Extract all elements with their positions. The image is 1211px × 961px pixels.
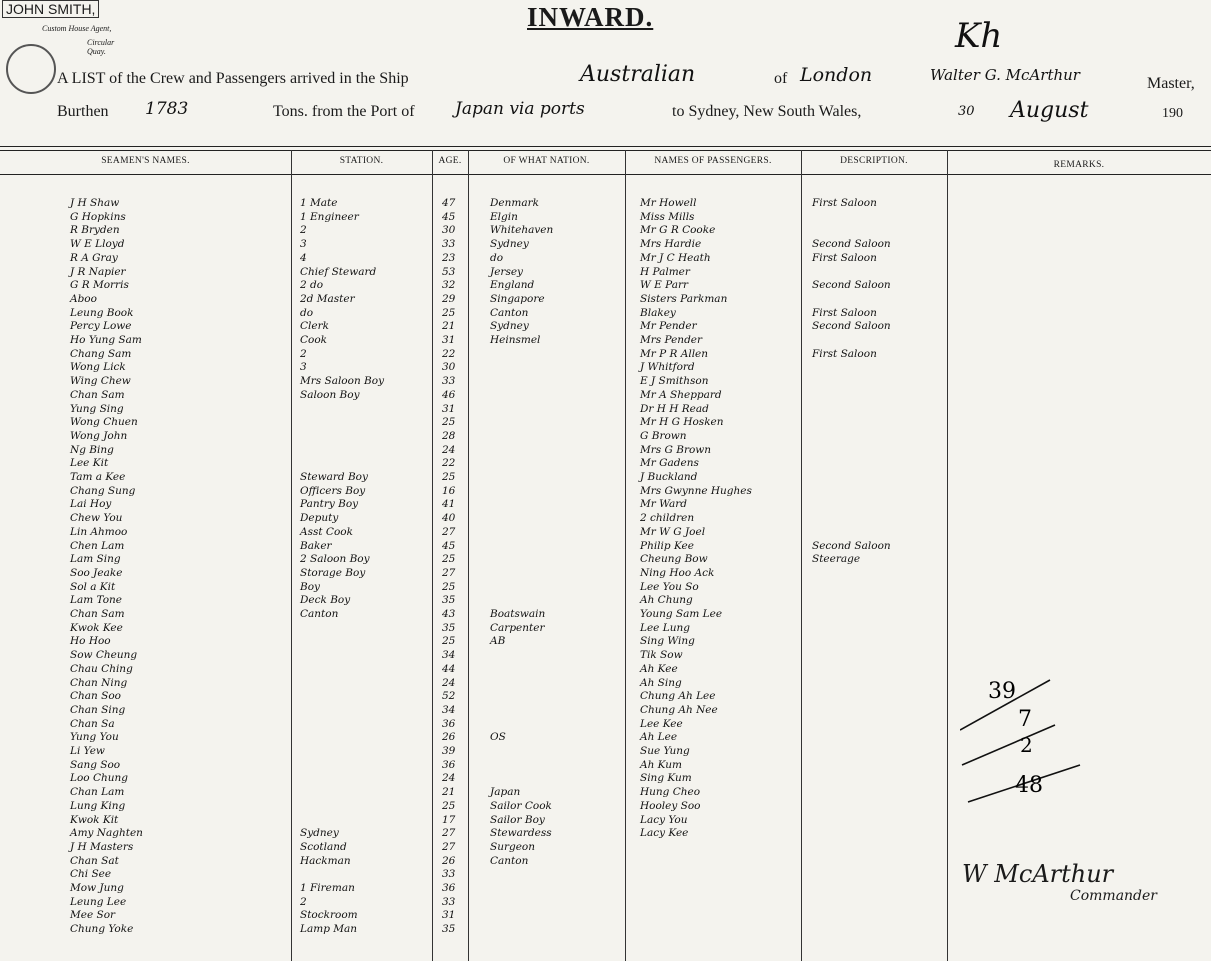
- arrival-day: 30: [958, 104, 975, 119]
- seaman-station: 3: [300, 238, 307, 251]
- seaman-age: 25: [442, 471, 456, 483]
- seaman-name: J H Shaw: [70, 197, 120, 209]
- seaman-age: 34: [442, 703, 456, 716]
- seaman-name: Li Yew: [70, 745, 105, 757]
- seaman-name: Sow Cheung: [70, 649, 138, 662]
- seaman-name: R A Gray: [70, 251, 118, 264]
- from-port: Japan via ports: [455, 99, 585, 119]
- seaman-station: Chief Steward: [300, 265, 377, 278]
- seaman-name: Chan Sam: [70, 388, 125, 401]
- passenger-name: Mrs Gwynne Hughes: [640, 484, 752, 497]
- seaman-station: Cook: [300, 334, 328, 346]
- col-header-station: STATION.: [339, 156, 384, 166]
- seaman-age: 25: [442, 635, 456, 648]
- seaman-nation: Elgin: [490, 210, 518, 223]
- seaman-station: Officers Boy: [300, 484, 366, 497]
- seaman-name: Chan Sa: [70, 717, 115, 730]
- seaman-age: 36: [442, 717, 456, 730]
- passenger-name: Ah Kee: [640, 662, 678, 675]
- seaman-age: 24: [442, 676, 456, 689]
- seaman-station: Clerk: [300, 320, 329, 333]
- seaman-station: 2d Master: [300, 292, 355, 305]
- seaman-nation: Heinsmel: [490, 334, 541, 346]
- seaman-station: Storage Boy: [300, 566, 366, 579]
- col-divider: [432, 150, 433, 961]
- seaman-station: 1 Mate: [300, 197, 338, 209]
- seaman-nation: Sydney: [490, 238, 529, 251]
- seaman-age: 44: [442, 662, 456, 675]
- seaman-nation: Japan: [490, 786, 521, 799]
- passenger-name: Chung Ah Nee: [640, 703, 718, 716]
- seaman-name: Ng Bing: [70, 443, 114, 456]
- seaman-station: Scotland: [300, 840, 347, 853]
- ship-name: Australian: [580, 62, 696, 87]
- passenger-name: Chung Ah Lee: [640, 690, 716, 703]
- seaman-station: Deputy: [300, 512, 339, 525]
- arrival-year: 190: [1162, 106, 1183, 121]
- seaman-nation: Whitehaven: [490, 224, 554, 237]
- seaman-name: Wong Lick: [70, 361, 126, 374]
- seaman-age: 25: [442, 580, 456, 593]
- passenger-name: Mr W G Joel: [640, 525, 706, 538]
- seaman-name: Tam a Kee: [70, 471, 126, 483]
- seaman-station: Saloon Boy: [300, 388, 360, 401]
- seaman-station: 2 do: [300, 279, 324, 292]
- passenger-name: Mrs G Brown: [640, 443, 712, 456]
- agent-title: Custom House Agent,: [42, 24, 112, 33]
- seaman-station: 2: [300, 347, 307, 360]
- initials: Kh: [955, 16, 1003, 56]
- seaman-age: 30: [442, 361, 456, 374]
- col-divider: [947, 150, 948, 961]
- seaman-age: 25: [442, 799, 456, 812]
- passenger-name: Philip Kee: [640, 539, 694, 552]
- seaman-nation: Denmark: [490, 197, 539, 209]
- seaman-name: Wong John: [70, 429, 128, 442]
- seaman-nation: Singapore: [490, 292, 545, 305]
- seaman-age: 30: [442, 224, 456, 237]
- seaman-name: Wing Chew: [70, 375, 131, 388]
- seaman-age: 21: [442, 786, 456, 799]
- seaman-age: 22: [442, 347, 456, 360]
- seaman-station: Baker: [300, 539, 332, 552]
- seaman-name: Chan Sing: [70, 703, 126, 716]
- passenger-name: Hung Cheo: [640, 786, 701, 799]
- tonnage: 1783: [145, 99, 189, 119]
- seaman-name: J R Napier: [70, 265, 126, 278]
- seaman-name: Lam Tone: [70, 594, 123, 607]
- seaman-age: 47: [442, 197, 456, 209]
- passenger-description: First Saloon: [812, 251, 877, 264]
- passenger-name: Blakey: [640, 306, 676, 319]
- seaman-age: 39: [442, 745, 456, 757]
- seaman-name: Amy Naghten: [70, 827, 143, 840]
- seaman-station: Hackman: [300, 854, 351, 867]
- seaman-name: J H Masters: [70, 840, 134, 853]
- table-top-rule: [0, 146, 1211, 147]
- agent-name: JOHN SMITH,: [2, 0, 99, 18]
- passenger-name: Mr P R Allen: [640, 347, 709, 360]
- seaman-age: 25: [442, 306, 456, 319]
- seaman-name: Percy Lowe: [70, 320, 132, 333]
- seaman-name: Chan Soo: [70, 690, 121, 703]
- seaman-name: Loo Chung: [70, 772, 128, 785]
- seaman-age: 36: [442, 758, 456, 771]
- seaman-age: 53: [442, 265, 456, 278]
- seaman-name: G R Morris: [70, 279, 129, 292]
- seaman-age: 29: [442, 292, 456, 305]
- header-bottom-rule: [0, 174, 1211, 175]
- passenger-description: Second Saloon: [812, 539, 891, 552]
- seaman-name: Mow Jung: [70, 882, 124, 894]
- seaman-station: Steward Boy: [300, 471, 368, 483]
- passenger-name: 2 children: [640, 512, 695, 525]
- tally-total: 48: [1015, 773, 1043, 798]
- passenger-name: Ah Sing: [640, 676, 682, 689]
- passenger-name: Mr G R Cooke: [640, 224, 716, 237]
- seaman-age: 40: [442, 512, 456, 525]
- seaman-name: Chung Yoke: [70, 923, 134, 936]
- seaman-name: G Hopkins: [70, 210, 126, 223]
- passenger-name: Sing Wing: [640, 635, 695, 648]
- seaman-name: Yung Sing: [70, 402, 124, 415]
- seaman-station: 1 Fireman: [300, 882, 355, 894]
- passenger-name: Ah Lee: [640, 731, 678, 744]
- seaman-age: 41: [442, 498, 456, 511]
- passenger-name: Sisters Parkman: [640, 292, 728, 305]
- commander-title: Commander: [1070, 888, 1157, 904]
- col-divider: [801, 150, 802, 961]
- passenger-name: Mr H G Hosken: [640, 416, 724, 429]
- seaman-nation: do: [490, 251, 504, 264]
- seaman-nation: Surgeon: [490, 840, 535, 853]
- seaman-nation: OS: [490, 731, 506, 744]
- seaman-name: Soo Jeake: [70, 566, 123, 579]
- seaman-age: 17: [442, 813, 456, 826]
- seaman-nation: Jersey: [490, 265, 523, 278]
- passenger-name: Mr Pender: [640, 320, 697, 333]
- seaman-station: 4: [300, 251, 307, 264]
- seaman-age: 43: [442, 608, 456, 620]
- col-header-seamen: SEAMEN'S NAMES.: [101, 156, 190, 166]
- seaman-age: 27: [442, 840, 456, 853]
- header-burthen: Burthen: [57, 103, 109, 120]
- seaman-station: 1 Engineer: [300, 210, 359, 223]
- seaman-age: 34: [442, 649, 456, 662]
- seaman-age: 23: [442, 251, 456, 264]
- passenger-name: Miss Mills: [640, 210, 695, 223]
- col-header-passengers: NAMES OF PASSENGERS.: [654, 156, 772, 166]
- seaman-age: 36: [442, 882, 456, 894]
- seaman-name: Chang Sung: [70, 484, 136, 497]
- seaman-nation: AB: [490, 635, 506, 648]
- passenger-description: Second Saloon: [812, 279, 891, 292]
- seaman-station: Canton: [300, 608, 339, 620]
- seaman-name: Lung King: [70, 799, 126, 812]
- seaman-station: Pantry Boy: [300, 498, 359, 511]
- seaman-name: Chan Sat: [70, 854, 119, 867]
- passenger-name: Mr A Sheppard: [640, 388, 722, 401]
- seaman-age: 31: [442, 909, 456, 922]
- passenger-name: Lee Lung: [640, 621, 690, 634]
- passenger-name: H Palmer: [640, 265, 690, 278]
- seaman-name: Chi See: [70, 868, 112, 881]
- seaman-name: Kwok Kee: [70, 621, 123, 634]
- seaman-nation: Sailor Cook: [490, 799, 552, 812]
- passenger-name: Mrs Pender: [640, 334, 703, 346]
- col-header-remarks: REMARKS.: [1053, 160, 1105, 170]
- seaman-name: Lin Ahmoo: [70, 525, 128, 538]
- seaman-nation: Sydney: [490, 320, 529, 333]
- header-destination: to Sydney, New South Wales,: [672, 103, 862, 120]
- seaman-age: 33: [442, 868, 456, 881]
- seaman-age: 28: [442, 429, 456, 442]
- seaman-age: 33: [442, 238, 456, 251]
- seaman-age: 32: [442, 279, 456, 292]
- col-header-description: DESCRIPTION.: [840, 156, 908, 166]
- seaman-name: Ho Yung Sam: [70, 334, 142, 346]
- seaman-station: Sydney: [300, 827, 339, 840]
- passenger-name: Ah Chung: [640, 594, 693, 607]
- passenger-name: Mr Ward: [640, 498, 687, 511]
- tally-second: 7: [1018, 707, 1032, 732]
- passenger-name: Ning Hoo Ack: [640, 566, 715, 579]
- seaman-age: 27: [442, 827, 456, 840]
- seaman-age: 35: [442, 621, 456, 634]
- seaman-age: 24: [442, 443, 456, 456]
- seaman-name: Leung Book: [70, 306, 134, 319]
- passenger-name: Lee Kee: [640, 717, 683, 730]
- passenger-name: Ah Kum: [640, 758, 683, 771]
- seaman-name: Lam Sing: [70, 553, 121, 566]
- passenger-name: G Brown: [640, 429, 687, 442]
- passenger-name: J Buckland: [640, 471, 698, 483]
- seaman-nation: Boatswain: [490, 608, 546, 620]
- seaman-name: Yung You: [70, 731, 119, 744]
- passenger-name: Mr J C Heath: [640, 251, 711, 264]
- port-of-registry: London: [800, 64, 873, 86]
- col-divider: [468, 150, 469, 961]
- seaman-age: 26: [442, 854, 456, 867]
- seaman-age: 52: [442, 690, 456, 703]
- tally-third: 2: [1020, 733, 1033, 757]
- seaman-age: 46: [442, 388, 456, 401]
- seaman-age: 25: [442, 553, 456, 566]
- seaman-age: 27: [442, 566, 456, 579]
- seaman-age: 35: [442, 594, 456, 607]
- passenger-description: Steerage: [812, 553, 861, 566]
- passenger-name: Cheung Bow: [640, 553, 708, 566]
- seaman-age: 33: [442, 895, 456, 908]
- seaman-age: 31: [442, 334, 456, 346]
- col-header-age: AGE.: [438, 156, 462, 166]
- tally-marks: [960, 670, 1100, 810]
- passenger-name: Mr Gadens: [640, 457, 699, 470]
- passenger-name: Lacy You: [640, 813, 688, 826]
- seaman-name: Mee Sor: [70, 909, 116, 922]
- master-name: Walter G. McArthur: [930, 66, 1080, 84]
- seaman-station: Asst Cook: [300, 525, 353, 538]
- passenger-description: Second Saloon: [812, 320, 891, 333]
- seaman-name: Sol a Kit: [70, 580, 116, 593]
- passenger-description: First Saloon: [812, 306, 877, 319]
- header-tons: Tons. from the Port of: [273, 103, 415, 120]
- seaman-station: Mrs Saloon Boy: [300, 375, 385, 388]
- seaman-name: Chau Ching: [70, 662, 133, 675]
- seaman-age: 27: [442, 525, 456, 538]
- seaman-name: Leung Lee: [70, 895, 127, 908]
- page-title: INWARD.: [527, 2, 654, 32]
- seaman-name: Sang Soo: [70, 758, 121, 771]
- seaman-age: 22: [442, 457, 456, 470]
- seaman-name: Wong Chuen: [70, 416, 138, 429]
- seaman-age: 33: [442, 375, 456, 388]
- col-divider: [291, 150, 292, 961]
- table-top-rule-2: [0, 150, 1211, 151]
- seaman-name: Ho Hoo: [70, 635, 111, 648]
- seaman-nation: Canton: [490, 854, 529, 867]
- agent-address: Circular Quay.: [87, 38, 115, 56]
- header-intro: A LIST of the Crew and Passengers arrived in the Ship: [57, 70, 409, 87]
- header-master: Master,: [1147, 75, 1195, 92]
- passenger-name: Tik Sow: [640, 649, 683, 662]
- seaman-age: 31: [442, 402, 456, 415]
- passenger-name: Sue Yung: [640, 745, 690, 757]
- passenger-name: E J Smithson: [640, 375, 709, 388]
- seaman-name: Lee Kit: [70, 457, 109, 470]
- seaman-name: Aboo: [70, 292, 97, 305]
- seaman-name: W E Lloyd: [70, 238, 125, 251]
- seaman-station: 2 Saloon Boy: [300, 553, 370, 566]
- tally-first: 39: [988, 679, 1016, 704]
- seaman-name: Kwok Kit: [70, 813, 119, 826]
- commander-signature: W McArthur: [962, 860, 1114, 888]
- seaman-age: 35: [442, 923, 456, 936]
- passenger-description: First Saloon: [812, 197, 877, 209]
- seaman-station: 2: [300, 895, 307, 908]
- passenger-name: Dr H H Read: [640, 402, 709, 415]
- seaman-age: 25: [442, 416, 456, 429]
- passenger-name: J Whitford: [640, 361, 695, 374]
- passenger-name: Hooley Soo: [640, 799, 701, 812]
- seaman-name: R Bryden: [70, 224, 120, 237]
- seaman-station: Stockroom: [300, 909, 358, 922]
- seaman-station: Lamp Man: [300, 923, 358, 936]
- seaman-age: 16: [442, 484, 456, 497]
- seaman-nation: Carpenter: [490, 621, 545, 634]
- seaman-name: Chan Ning: [70, 676, 128, 689]
- seaman-station: do: [300, 306, 314, 319]
- seaman-name: Chew You: [70, 512, 123, 525]
- seaman-age: 21: [442, 320, 456, 333]
- col-divider: [625, 150, 626, 961]
- passenger-description: Second Saloon: [812, 238, 891, 251]
- seaman-station: Boy: [300, 580, 320, 593]
- arrival-month: August: [1010, 98, 1089, 123]
- seaman-station: 3: [300, 361, 307, 374]
- agent-stamp: [2, 0, 122, 56]
- passenger-description: First Saloon: [812, 347, 877, 360]
- passenger-name: Mrs Hardie: [640, 238, 702, 251]
- seaman-nation: Sailor Boy: [490, 813, 545, 826]
- seaman-station: Deck Boy: [300, 594, 351, 607]
- seaman-name: Chan Lam: [70, 786, 125, 799]
- seaman-nation: Stewardess: [490, 827, 552, 840]
- seaman-age: 45: [442, 539, 456, 552]
- passenger-name: Lacy Kee: [640, 827, 689, 840]
- passenger-name: W E Parr: [640, 279, 689, 292]
- seaman-name: Chang Sam: [70, 347, 132, 360]
- customs-seal: [6, 44, 56, 94]
- passenger-name: Sing Kum: [640, 772, 692, 785]
- passenger-name: Mr Howell: [640, 197, 697, 209]
- seaman-station: 2: [300, 224, 307, 237]
- seaman-age: 24: [442, 772, 456, 785]
- passenger-name: Young Sam Lee: [640, 608, 723, 620]
- col-header-nation: OF WHAT NATION.: [503, 156, 590, 166]
- seaman-name: Chan Sam: [70, 608, 125, 620]
- seaman-nation: Canton: [490, 306, 529, 319]
- seaman-name: Chen Lam: [70, 539, 125, 552]
- seaman-nation: England: [490, 279, 535, 292]
- seaman-age: 26: [442, 731, 456, 744]
- passenger-name: Lee You So: [640, 580, 699, 593]
- seaman-name: Lai Hoy: [70, 498, 112, 511]
- header-of: of: [774, 70, 788, 87]
- seaman-age: 45: [442, 210, 456, 223]
